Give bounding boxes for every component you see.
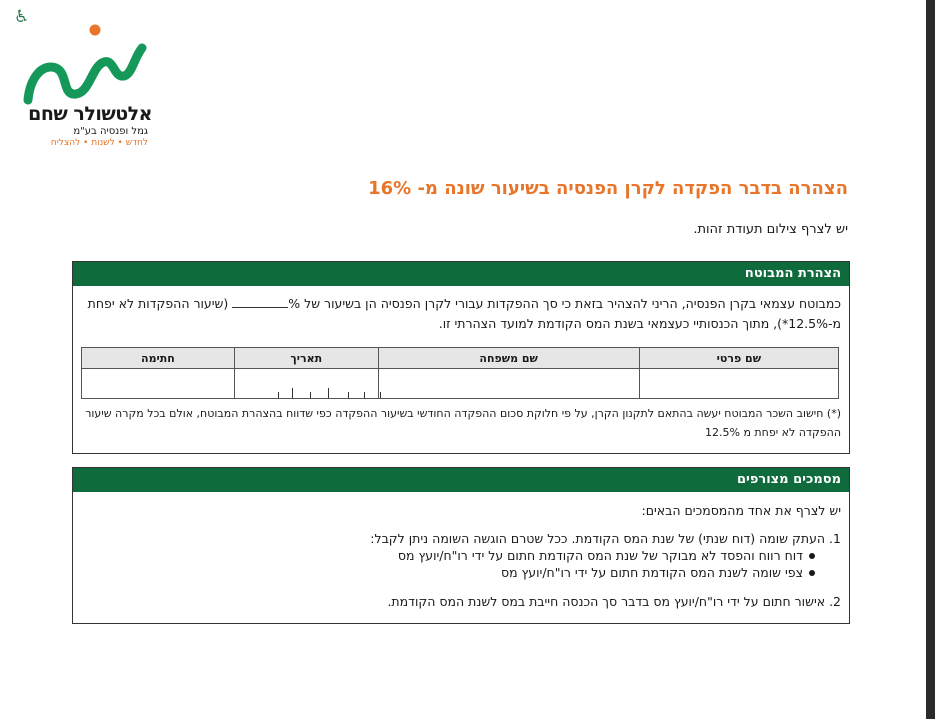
- documents-bullets: [81, 547, 841, 581]
- list-item: צפי שומה לשנת המס הקודמת חתום על ידי רו"ח/יועץ מס: [81, 564, 803, 581]
- id-copy-note: יש לצרף צילום תעודת זהות.: [693, 222, 848, 237]
- list-item: דוח רווח והפסד לא מבוקר של שנת המס הקודמת חתום על ידי רו"ח/יועץ מס: [81, 547, 803, 564]
- col-signature: חתימה: [82, 348, 235, 369]
- declaration-text-part2: (שיעור ההפקדות לא יפחת מ-12.5%*), מתוך הכנסותיי כעצמאי בשנת המס הקודמת למועד הצהרתי זו.: [87, 296, 841, 331]
- window-edge: [926, 0, 935, 719]
- page-title: הצהרה בדבר הפקדה לקרן הפנסיה בשיעור שונה מ- 16%: [368, 178, 848, 199]
- documents-item-2: 2. אישור חתום על ידי רו"ח/יועץ מס בדבר סך הכנסה חייבת במס לשנת המס הקודמת.: [387, 594, 841, 609]
- last-name-field[interactable]: [378, 369, 639, 399]
- logo-slogan: לחדש • לשנות • להצליח: [50, 138, 148, 148]
- logo-name: אלטשולר שחם: [28, 103, 152, 125]
- date-tick-marks: [235, 388, 378, 398]
- documents-heading: מסמכים מצורפים: [73, 468, 849, 492]
- col-date: תאריך: [234, 348, 378, 369]
- footnote: (*) חישוב השכר המבוטח יעשה בהתאם לתקנון הקרן, על פי חלוקת סכום ההפקדה החודשי בשיעור ההפקדה כפי שדווח בהצהרת המבוטח, אולם בכל מקרה שיעור ההפקדה לא יפחת מ 12.5%: [85, 407, 841, 439]
- documents-item-1-text: 1. העתק שומה (דוח שנתי) של שנת המס הקודמת. ככל שטרם הוגשה השומה ניתן לקבל:: [370, 531, 841, 546]
- documents-section: [72, 467, 850, 624]
- col-first-name: שם פרטי: [639, 348, 838, 369]
- col-last-name: שם משפחה: [378, 348, 639, 369]
- declaration-text: [73, 286, 849, 334]
- signature-field[interactable]: [82, 369, 235, 399]
- documents-intro: יש לצרף את אחד מהמסמכים הבאים:: [641, 503, 841, 518]
- declaration-section: [72, 261, 850, 454]
- accessibility-icon[interactable]: ♿: [14, 7, 30, 27]
- date-field[interactable]: [234, 369, 378, 399]
- logo-subtitle: גמל ופנסיה בע"מ: [73, 126, 148, 137]
- declaration-text-part1: כמבוטח עצמאי בקרן הפנסיה, הריני להצהיר בזאת כי סך ההפקדות עבורי לקרן הפנסיה הן בשיעור של %: [288, 296, 841, 311]
- declaration-heading: הצהרת המבוטח: [73, 262, 849, 286]
- rate-blank-field[interactable]: [232, 295, 288, 308]
- first-name-field[interactable]: [639, 369, 838, 399]
- documents-item-1: [73, 518, 849, 581]
- signature-table: [81, 347, 839, 399]
